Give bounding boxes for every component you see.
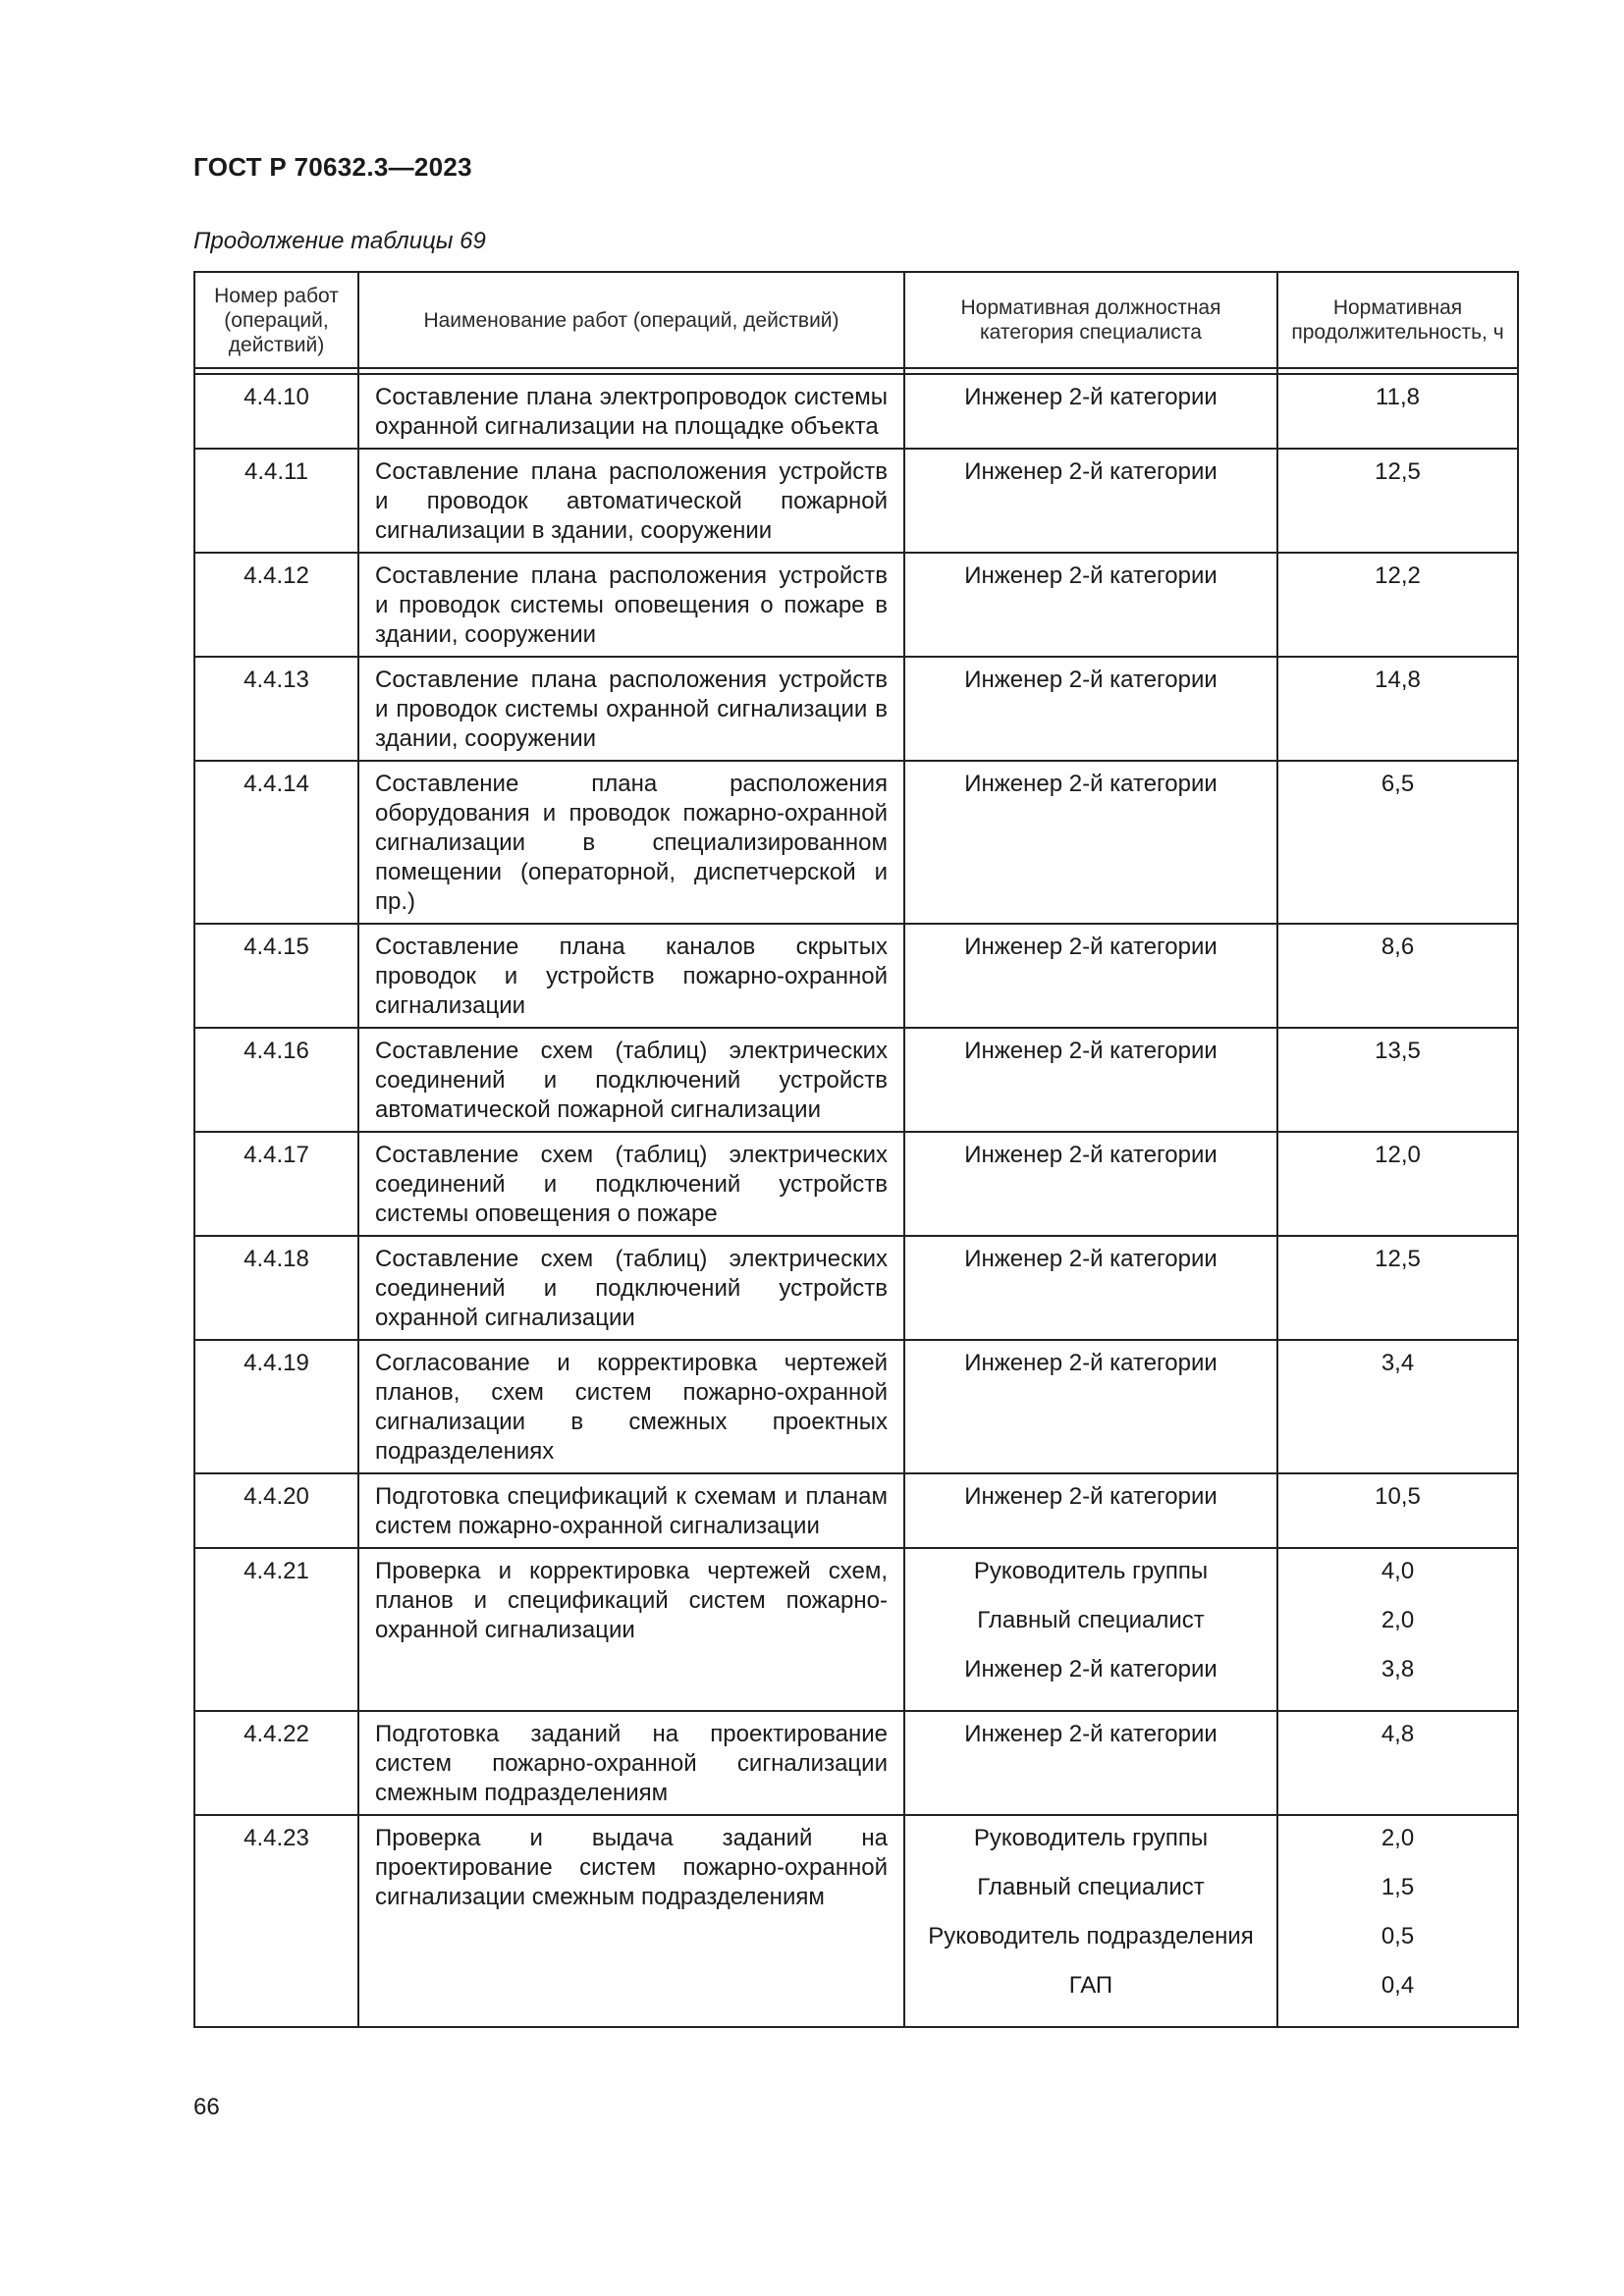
duration-cell bbox=[1277, 1132, 1518, 1236]
duration-value: 10,5 bbox=[1375, 1483, 1421, 1510]
table-body bbox=[194, 368, 1518, 2027]
table-row bbox=[194, 761, 1518, 924]
duration-value: 1,5 bbox=[1380, 1874, 1415, 1900]
work-number-cell: 4.4.16 bbox=[194, 1028, 358, 1132]
work-name-cell: Составление плана расположения устройств и проводок системы оповещения о пожаре в здании, сооружении bbox=[358, 553, 904, 657]
duration-value: 6,5 bbox=[1380, 771, 1415, 797]
duration-value: 12,5 bbox=[1375, 1246, 1421, 1272]
specialist-category-cell bbox=[904, 374, 1277, 449]
duration-value: 12,2 bbox=[1375, 562, 1421, 589]
duration-value: 3,8 bbox=[1380, 1656, 1415, 1682]
duration-value: 11,8 bbox=[1376, 384, 1420, 410]
specialist-category: Руководитель группы bbox=[973, 1558, 1209, 1584]
duration-cell bbox=[1277, 1711, 1518, 1815]
work-number-cell: 4.4.22 bbox=[194, 1711, 358, 1815]
duration-value: 12,5 bbox=[1375, 458, 1421, 485]
specialist-category-cell bbox=[904, 1340, 1277, 1473]
table-caption: Продолжение таблицы 69 bbox=[193, 228, 486, 254]
work-name-cell: Составление схем (таблиц) электрических соединений и подключений устройств системы оповещения о пожаре bbox=[358, 1132, 904, 1236]
duration-value: 13,5 bbox=[1375, 1038, 1421, 1064]
specialist-category-cell bbox=[904, 1236, 1277, 1340]
work-name-cell: Проверка и корректировка чертежей схем, планов и спецификаций систем пожарно-охранной сигнализации bbox=[358, 1548, 904, 1711]
specialist-category-cell bbox=[904, 1132, 1277, 1236]
column-header-category: Нормативная должностная категория специалиста bbox=[904, 272, 1277, 368]
specialist-category: Инженер 2-й категории bbox=[964, 1656, 1218, 1682]
table-row bbox=[194, 449, 1518, 553]
column-header-number: Номер работ (операций, действий) bbox=[194, 272, 358, 368]
duration-value: 2,0 bbox=[1380, 1825, 1415, 1851]
table-row bbox=[194, 1028, 1518, 1132]
specialist-category: Инженер 2-й категории bbox=[964, 1246, 1218, 1272]
specialist-category: Главный специалист bbox=[977, 1874, 1205, 1900]
work-name-cell: Составление схем (таблиц) электрических соединений и подключений устройств охранной сигнализации bbox=[358, 1236, 904, 1340]
duration-cell bbox=[1277, 1548, 1518, 1711]
table-row bbox=[194, 374, 1518, 449]
work-name-cell: Составление плана расположения устройств и проводок автоматической пожарной сигнализации в здании, сооружении bbox=[358, 449, 904, 553]
duration-cell bbox=[1277, 924, 1518, 1028]
specialist-category: Инженер 2-й категории bbox=[964, 1721, 1218, 1747]
specialist-category: Инженер 2-й категории bbox=[964, 1350, 1218, 1376]
specialist-category-cell bbox=[904, 553, 1277, 657]
work-name-cell: Составление схем (таблиц) электрических соединений и подключений устройств автоматической пожарной сигнализации bbox=[358, 1028, 904, 1132]
specialist-category-cell bbox=[904, 1548, 1277, 1711]
duration-value: 12,0 bbox=[1375, 1142, 1421, 1168]
specialist-category: Главный специалист bbox=[977, 1607, 1205, 1633]
work-number-cell: 4.4.20 bbox=[194, 1473, 358, 1548]
table-row bbox=[194, 657, 1518, 761]
duration-cell bbox=[1277, 1340, 1518, 1473]
duration-cell bbox=[1277, 1473, 1518, 1548]
page-number: 66 bbox=[193, 2094, 220, 2120]
table-row bbox=[194, 1548, 1518, 1711]
specialist-category-cell bbox=[904, 1815, 1277, 2027]
table-row bbox=[194, 1473, 1518, 1548]
work-name-cell: Составление плана расположения оборудования и проводок пожарно-охранной сигнализации в специализированном помещении (операторной, диспетчерской и пр.) bbox=[358, 761, 904, 924]
table-row bbox=[194, 1340, 1518, 1473]
work-number-cell: 4.4.21 bbox=[194, 1548, 358, 1711]
duration-cell bbox=[1277, 553, 1518, 657]
specialist-category: Инженер 2-й категории bbox=[964, 1038, 1218, 1064]
specialist-category: Инженер 2-й категории bbox=[964, 562, 1218, 589]
work-number-cell: 4.4.17 bbox=[194, 1132, 358, 1236]
column-header-duration: Нормативная продолжительность, ч bbox=[1277, 272, 1518, 368]
work-number-cell: 4.4.19 bbox=[194, 1340, 358, 1473]
table-row bbox=[194, 1132, 1518, 1236]
specialist-category: Руководитель подразделения bbox=[928, 1923, 1254, 1949]
work-name-cell: Подготовка заданий на проектирование систем пожарно-охранной сигнализации смежным подразделениям bbox=[358, 1711, 904, 1815]
document-header: ГОСТ Р 70632.3—2023 bbox=[193, 152, 472, 182]
duration-value: 0,4 bbox=[1380, 1972, 1415, 1999]
duration-cell bbox=[1277, 657, 1518, 761]
table-row bbox=[194, 924, 1518, 1028]
duration-cell bbox=[1277, 374, 1518, 449]
specialist-category: Инженер 2-й категории bbox=[964, 1142, 1218, 1168]
table-header bbox=[194, 272, 1518, 368]
specialist-category: Инженер 2-й категории bbox=[964, 667, 1218, 693]
specialist-category-cell bbox=[904, 924, 1277, 1028]
column-header-name: Наименование работ (операций, действий) bbox=[358, 272, 904, 368]
duration-value: 14,8 bbox=[1375, 667, 1421, 693]
work-name-cell: Составление плана каналов скрытых проводок и устройств пожарно-охранной сигнализации bbox=[358, 924, 904, 1028]
specialist-category: Инженер 2-й категории bbox=[964, 384, 1218, 410]
duration-cell bbox=[1277, 1815, 1518, 2027]
specialist-category-cell bbox=[904, 449, 1277, 553]
duration-cell bbox=[1277, 1236, 1518, 1340]
duration-value: 8,6 bbox=[1380, 934, 1415, 960]
specialist-category-cell bbox=[904, 1473, 1277, 1548]
work-number-cell: 4.4.23 bbox=[194, 1815, 358, 2027]
specialist-category-cell bbox=[904, 1711, 1277, 1815]
specialist-category-cell bbox=[904, 1028, 1277, 1132]
work-number-cell: 4.4.15 bbox=[194, 924, 358, 1028]
work-number-cell: 4.4.14 bbox=[194, 761, 358, 924]
table-row bbox=[194, 553, 1518, 657]
work-name-cell: Составление плана расположения устройств и проводок системы охранной сигнализации в здании, сооружении bbox=[358, 657, 904, 761]
duration-value: 4,8 bbox=[1380, 1721, 1415, 1747]
duration-cell bbox=[1277, 449, 1518, 553]
table-row bbox=[194, 1711, 1518, 1815]
work-number-cell: 4.4.18 bbox=[194, 1236, 358, 1340]
work-number-cell: 4.4.10 bbox=[194, 374, 358, 449]
duration-value: 4,0 bbox=[1380, 1558, 1415, 1584]
specialist-category-cell bbox=[904, 657, 1277, 761]
work-name-cell: Согласование и корректировка чертежей планов, схем систем пожарно-охранной сигнализации в смежных проектных подразделениях bbox=[358, 1340, 904, 1473]
work-number-cell: 4.4.12 bbox=[194, 553, 358, 657]
table-row bbox=[194, 1815, 1518, 2027]
duration-value: 2,0 bbox=[1380, 1607, 1415, 1633]
specialist-category: Инженер 2-й категории bbox=[964, 1483, 1218, 1510]
duration-cell bbox=[1277, 1028, 1518, 1132]
duration-cell bbox=[1277, 761, 1518, 924]
work-number-cell: 4.4.13 bbox=[194, 657, 358, 761]
table-row bbox=[194, 1236, 1518, 1340]
work-name-cell: Проверка и выдача заданий на проектирование систем пожарно-охранной сигнализации смежным подразделениям bbox=[358, 1815, 904, 2027]
work-name-cell: Составление плана электропроводок системы охранной сигнализации на площадке объекта bbox=[358, 374, 904, 449]
norms-table bbox=[193, 271, 1519, 2028]
specialist-category: Инженер 2-й категории bbox=[964, 934, 1218, 960]
specialist-category: Инженер 2-й категории bbox=[964, 458, 1218, 485]
specialist-category: Инженер 2-й категории bbox=[964, 771, 1218, 797]
specialist-category: Руководитель группы bbox=[973, 1825, 1209, 1851]
duration-value: 3,4 bbox=[1380, 1350, 1415, 1376]
duration-value: 0,5 bbox=[1380, 1923, 1415, 1949]
specialist-category: ГАП bbox=[1068, 1972, 1113, 1999]
work-name-cell: Подготовка спецификаций к схемам и планам систем пожарно-охранной сигнализации bbox=[358, 1473, 904, 1548]
work-number-cell: 4.4.11 bbox=[194, 449, 358, 553]
specialist-category-cell bbox=[904, 761, 1277, 924]
